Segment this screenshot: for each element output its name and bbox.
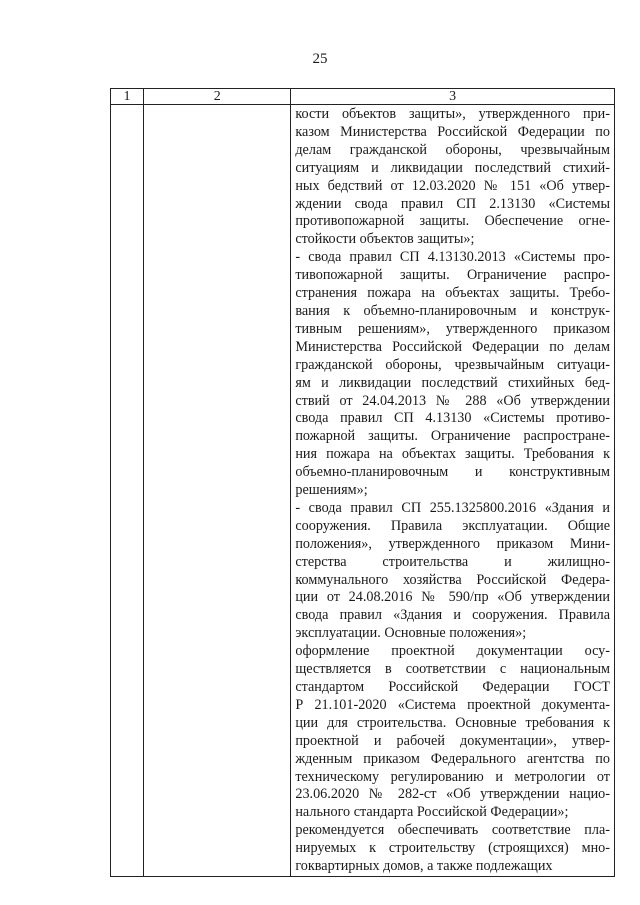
text-line: сооружения. Правила эксплуатации. Общие xyxy=(295,517,610,534)
column-header-1: 1 xyxy=(111,89,144,105)
text-line: эксплуатации. Основные положения»; xyxy=(295,625,527,642)
text-line: Министерства Российской Федерации по делам xyxy=(295,338,610,355)
text-line: стерства строительства и жилищно- xyxy=(295,553,610,570)
text-line: гоквартирных домов, а также подлежащих xyxy=(295,858,553,875)
text-line: тивным решениям», утвержденного приказом xyxy=(295,320,610,337)
text-line: проектной и рабочей документации», утвер- xyxy=(295,732,610,749)
text-line: пожарной защиты. Ограничение распростране- xyxy=(295,428,610,445)
text-line: решениям»; xyxy=(295,482,368,499)
text-line: свода правил «Здания и сооружения. Правила xyxy=(295,607,610,624)
text-line: странения пожара на объектах защиты. Требо- xyxy=(295,285,610,302)
text-line: делам гражданской обороны, чрезвычайным xyxy=(295,141,610,158)
text-line: вания к объемно-планировочным и конструк- xyxy=(295,302,610,319)
text-line: гражданской обороны, чрезвычайным ситуаци- xyxy=(295,356,610,373)
text-line: оформление проектной документации осу- xyxy=(295,643,610,660)
column-3-text xyxy=(295,106,610,876)
text-line: рекомендуется обеспечивать соответствие пла- xyxy=(295,822,610,839)
page-number: 25 xyxy=(312,51,328,67)
text-line: техническому регулированию и метрологии от xyxy=(295,768,610,785)
column-2-cell xyxy=(144,105,291,877)
text-line: ствий от 24.04.2013 № 288 «Об утверждении xyxy=(295,392,610,409)
text-line: тивопожарной защиты. Ограничение распро- xyxy=(295,267,610,284)
text-line: Р 21.101-2020 «Система проектной документа- xyxy=(295,696,610,713)
text-line: - свода правил СП 4.13130.2013 «Системы про- xyxy=(295,249,610,266)
text-line: - свода правил СП 255.1325800.2016 «Здания и xyxy=(295,499,610,516)
text-line: ции от 24.08.2016 № 590/пр «Об утверждении xyxy=(295,589,610,606)
column-3-cell xyxy=(291,105,615,877)
text-line: кости объектов защиты», утвержденного при- xyxy=(295,106,610,122)
text-line: положения», утвержденного приказом Мини- xyxy=(295,535,610,552)
text-line: жденным приказом Федерального агентства по xyxy=(295,750,610,767)
regulation-table xyxy=(110,88,615,877)
text-line: ситуациям и ликвидации последствий стихий- xyxy=(295,159,610,176)
text-line: свода правил СП 4.13130 «Системы противо- xyxy=(295,410,610,427)
text-line: ния пожара на объектах защиты. Требования к xyxy=(295,446,610,463)
text-line: нируемых к строительству (строящихся) мно- xyxy=(295,840,610,857)
table-row xyxy=(111,105,615,877)
column-1-cell xyxy=(111,105,144,877)
table-header-row xyxy=(111,89,615,105)
text-line: ждении свода правил СП 2.13130 «Системы xyxy=(295,195,610,212)
column-header-3: 3 xyxy=(291,89,615,105)
text-line: ществляется в соответствии с национальным xyxy=(295,661,610,678)
text-line: нального стандарта Российской Федерации»; xyxy=(295,804,569,821)
text-line: ям и ликвидации последствий стихийных бед- xyxy=(295,374,610,391)
text-line: коммунального хозяйства Российской Федера- xyxy=(295,571,610,588)
text-line: ции для строительства. Основные требования к xyxy=(295,714,610,731)
text-line: казом Министерства Российской Федерации по xyxy=(295,123,610,140)
text-line: объемно-планировочным и конструктивным xyxy=(295,464,610,481)
text-line: ных бедствий от 12.03.2020 № 151 «Об утвер- xyxy=(295,177,610,194)
text-line: 23.06.2020 № 282-ст «Об утверждении нацио- xyxy=(295,786,610,803)
text-line: стандартом Российской Федерации ГОСТ xyxy=(295,679,610,695)
column-header-2: 2 xyxy=(144,89,291,105)
text-line: стойкости объектов защиты»; xyxy=(295,231,475,248)
text-line: противопожарной защиты. Обеспечение огне- xyxy=(295,213,610,230)
